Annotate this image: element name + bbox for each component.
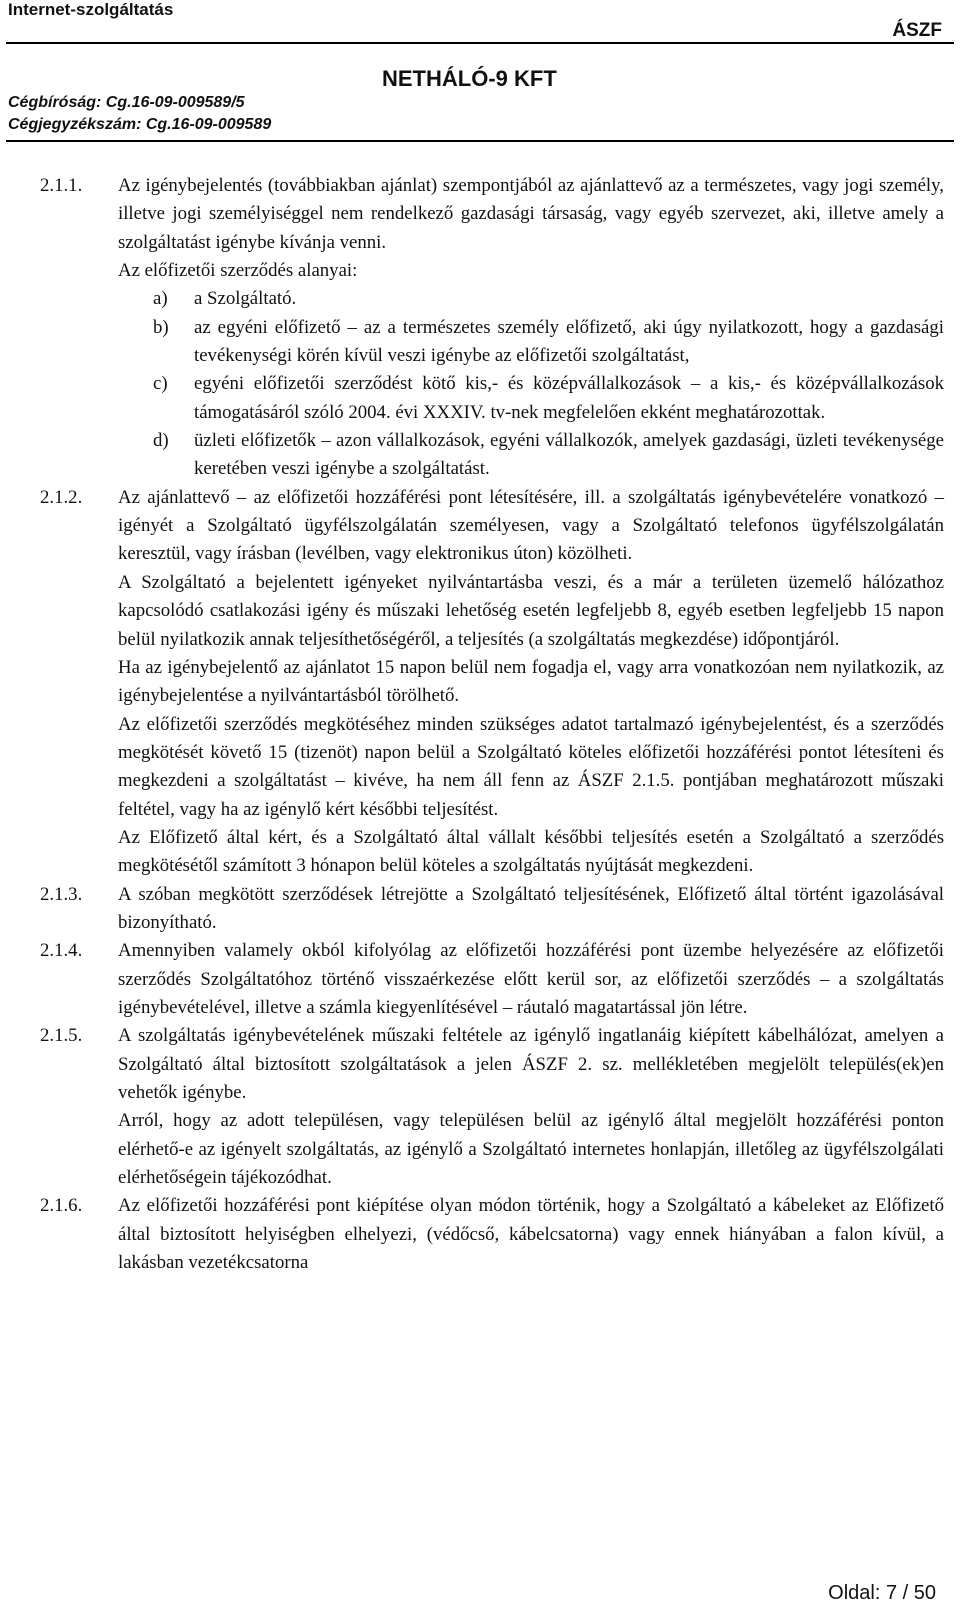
header-left-title: Internet-szolgáltatás — [8, 0, 174, 19]
list-item-text: a Szolgáltató. — [194, 288, 297, 310]
paragraph: Az ajánlattevő – az előfizetői hozzáférési pont létesítésére, ill. a szolgáltatás igénybevételére vonatkozó – igényét a Szolgáltató ügyfélszolgálatán személyesen, vagy a Szolgáltató telefonos ügyfélszolgálatán keresztül, vagy írásban (levélben, vagy elektronikus úton) közölheti. — [118, 486, 944, 565]
list-item-text: az egyéni előfizető – az a természetes személy előfizető, aki úgy nyilatkozott, hogy a gazdasági tevékenységi körén kívül veszi igénybe az előfizetői szolgáltatást, — [194, 316, 944, 367]
header-right-title: ÁSZF — [892, 20, 942, 41]
list-item — [118, 427, 960, 484]
paragraph: Az igénybejelentés (továbbiakban ajánlat) szempontjából az ajánlattevő az a természetes, vagy jogi személy, illetve jogi személyiséggel nem rendelkező gazdasági társaság, vagy egyéb szervezet, aki, illetve amely a szolgáltatást igénybe kívánja venni. — [118, 175, 944, 253]
section-2-1-4 — [0, 937, 960, 1022]
list-item-text: egyéni előfizetői szerződést kötő kis,- és középvállalkozások – a kis,- és középvállalkozások támogatásáról szóló 2004. évi XXXIV. tv-nek megfelelően ekként meghatározottak. — [194, 373, 944, 423]
section-2-1-1 — [0, 172, 960, 484]
registration-court: Cégbíróság: Cg.16-09-009589/5 — [8, 94, 245, 111]
section-number: 2.1.5. — [40, 1025, 83, 1047]
paragraph: Az Előfizető által kért, és a Szolgáltató által vállalt későbbi teljesítés esetén a Szolgáltató a szerződés megkötésétől számított 3 hónapon belül köteles a szolgáltatás nyújtását megkezdeni. — [118, 826, 944, 877]
party-list — [118, 285, 960, 483]
paragraph: Az előfizetői hozzáférési pont kiépítése olyan módon történik, hogy a Szolgáltató a kábeleket az Előfizető által biztosított helyiségben elhelyezi, (védőcső, kábelcsatorna) vagy ennek hiányában a falon kívül, a lakásban vezetékcsatorna — [118, 1195, 944, 1274]
section-number: 2.1.3. — [40, 883, 83, 905]
section-number: 2.1.4. — [40, 940, 83, 962]
list-item — [118, 285, 960, 313]
section-2-1-2 — [0, 484, 960, 881]
list-item-label: d) — [153, 430, 169, 452]
registration-number: Cégjegyzékszám: Cg.16-09-009589 — [8, 116, 272, 133]
paragraph: Az előfizetői szerződés megkötéséhez minden szükséges adatot tartalmazó igénybejelentést, és a szerződés megkötését követő 15 (tizenöt) napon belül a Szolgáltató köteles előfizetői hozzáférési pontot létesíteni és megkezdeni a szolgáltatást – kivéve, ha nem áll fenn az ÁSZF 2.1.5. pontjában meghatározott műszaki feltétel, vagy ha az igénylő kért későbbi teljesítést. — [118, 713, 944, 820]
list-item — [118, 314, 960, 371]
list-item-text: üzleti előfizetők – azon vállalkozások, egyéni vállalkozók, amelyek gazdasági, üzleti tevékenysége keretében veszi igénybe a szolgáltatást. — [194, 430, 944, 480]
section-2-1-6 — [0, 1192, 960, 1277]
list-item-label: a) — [153, 288, 168, 310]
section-number: 2.1.1. — [40, 175, 83, 196]
paragraph: A szóban megkötött szerződések létrejötte a Szolgáltató teljesítésének, Előfizető által történt igazolásával bizonyítható. — [118, 883, 944, 933]
list-item-label: c) — [153, 373, 168, 395]
list-item — [118, 370, 960, 427]
section-number: 2.1.2. — [40, 486, 83, 508]
page-number: Oldal: 7 / 50 — [828, 1582, 936, 1604]
paragraph: A szolgáltatás igénybevételének műszaki feltétele az igénylő ingatlanáig kiépített kábelhálózat, amelyen a Szolgáltató által biztosított szolgáltatások a jelen ÁSZF 2. sz. mellékletében megjelölt település(ek)en vehetők igénybe. — [118, 1025, 944, 1103]
section-number: 2.1.6. — [40, 1195, 83, 1217]
section-2-1-5 — [0, 1022, 960, 1192]
paragraph: Amennyiben valamely okból kifolyólag az előfizetői hozzáférési pont üzembe helyezésére az előfizetői szerződés Szolgáltatóhoz történő visszaérkezése előtt kerül sor, az előfizetői szerződés – a szolgáltatás igénybevételével, illetve a számla kiegyenlítésével – ráutaló magatartással jön létre. — [118, 940, 944, 1018]
paragraph: Arról, hogy az adott településen, vagy településen belül az igénylő által megjelölt hozzáférési ponton elérhető-e az igényelt szolgáltatás, az igénylő a Szolgáltató internetes honlapján, illetőleg az ügyfélszolgálati elérhetőségein tájékozódhat. — [118, 1110, 944, 1189]
section-2-1-3 — [0, 881, 960, 938]
header-bottom-divider — [6, 140, 954, 142]
company-name: NETHÁLÓ-9 KFT — [382, 66, 557, 91]
document-body — [0, 172, 960, 1277]
header-divider — [6, 42, 954, 44]
paragraph: Az előfizetői szerződés alanyai: — [118, 260, 358, 282]
paragraph: A Szolgáltató a bejelentett igényeket nyilvántartásba veszi, és a már a területen üzemelő hálózathoz kapcsolódó csatlakozási igény és műszaki lehetőség esetén legfeljebb 8, egyéb esetben legfeljebb 15 napon belül nyilatkozik annak teljesíthetőségéről, a teljesítés (a szolgáltatás megkezdése) időpontjáról. — [118, 571, 944, 650]
paragraph: Ha az igénybejelentő az ajánlatot 15 napon belül nem fogadja el, vagy arra vonatkozóan nem nyilatkozik, az igénybejelentése a nyilvántartásból törölhető. — [118, 656, 944, 707]
list-item-label: b) — [153, 316, 169, 338]
